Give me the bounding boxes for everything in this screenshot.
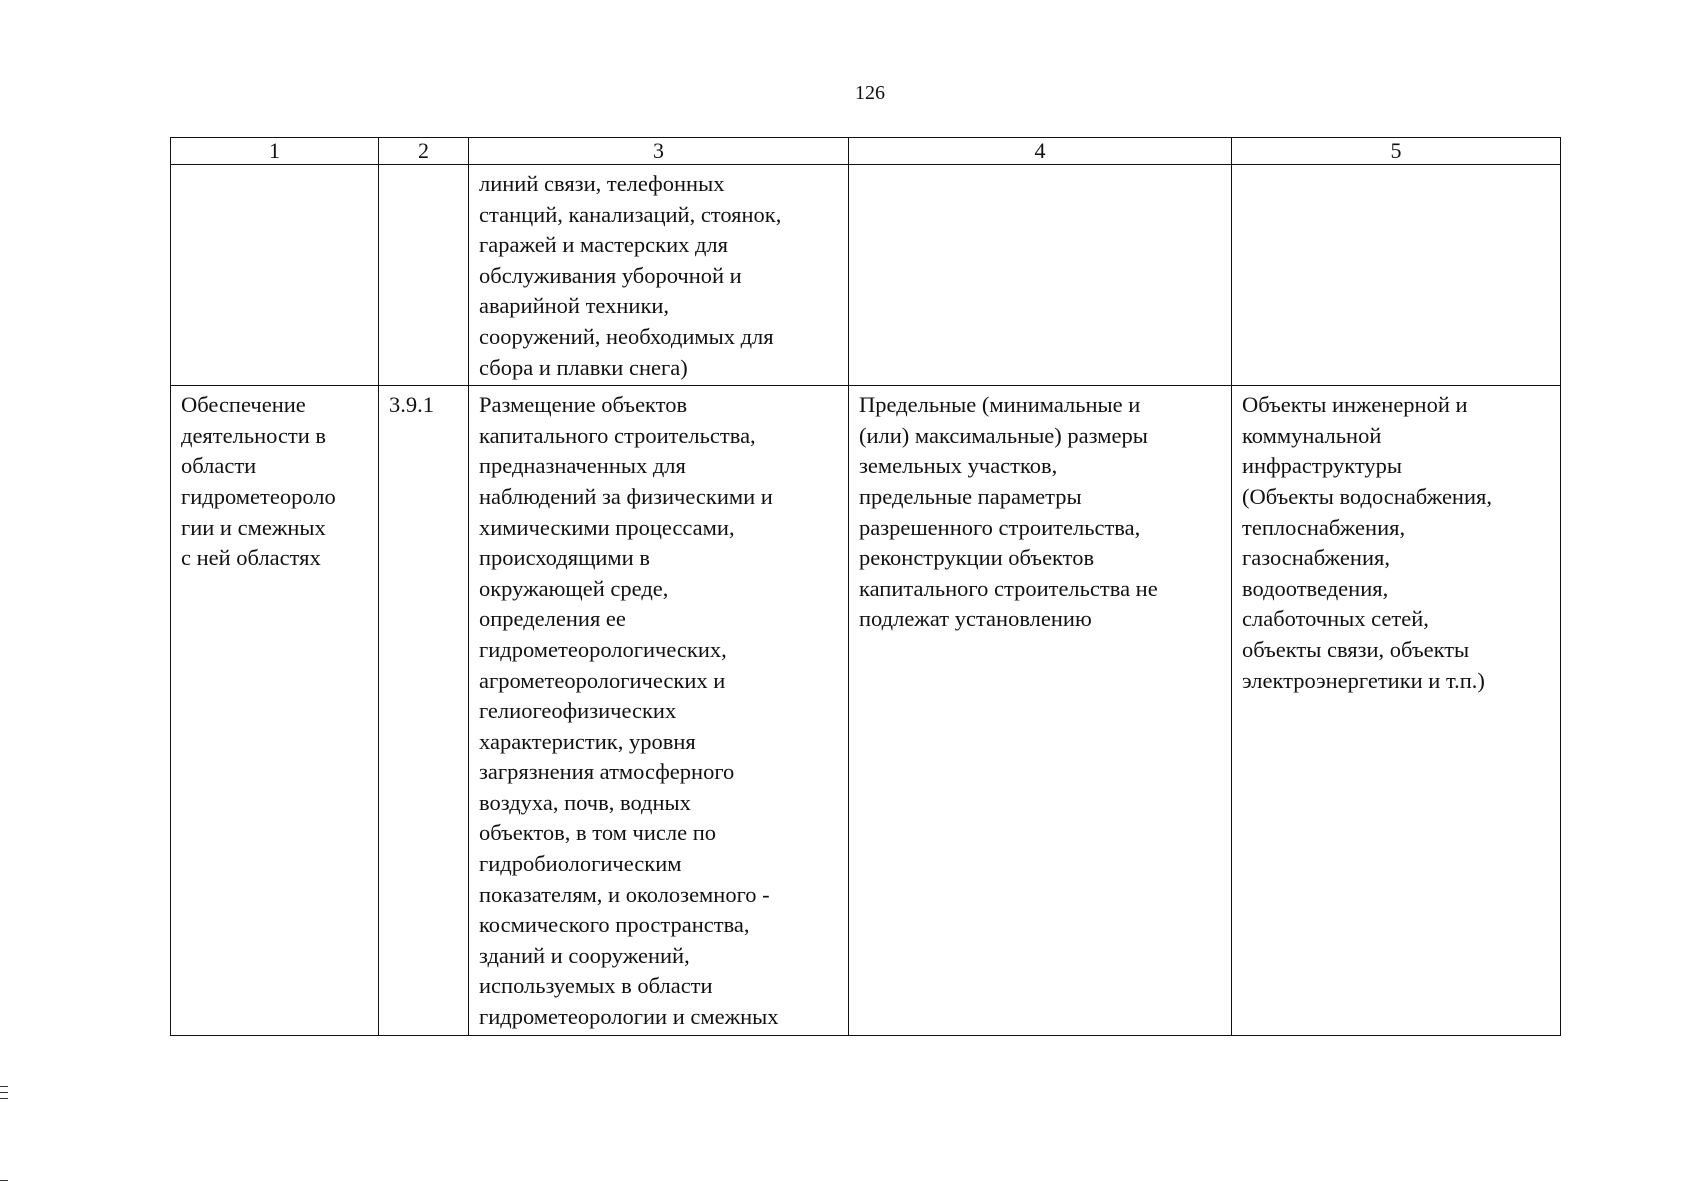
- table-row: [171, 386, 1561, 1035]
- cell-code: [379, 165, 469, 386]
- column-header-3: 3: [469, 138, 849, 165]
- table-header-row: [171, 138, 1561, 165]
- scan-edge-mark: [0, 1092, 8, 1093]
- scan-edge-mark: [0, 1098, 8, 1099]
- column-header-2: 2: [379, 138, 469, 165]
- cell-parameters: Предельные (минимальные и (или) максимальные) размеры земельных участков, предельные параметры разрешенного строительства, реконструкции объектов капитального строительства не подлежат установлению: [849, 386, 1232, 1035]
- cell-activity-name: Обеспечение деятельности в области гидрометеороло гии и смежных с ней областях: [171, 386, 379, 1035]
- cell-activity-name: [171, 165, 379, 386]
- scan-edge-mark: [0, 1086, 8, 1087]
- column-header-5: 5: [1232, 138, 1561, 165]
- cell-auxiliary-objects: Объекты инженерной и коммунальной инфраструктуры (Объекты водоснабжения, теплоснабжения, газоснабжения, водоотведения, слаботочных сетей, объекты связи, объекты электроэнергетики и т.п.): [1232, 386, 1561, 1035]
- scan-edge-mark: [0, 1180, 8, 1181]
- page-number: 126: [855, 82, 885, 104]
- cell-description: Размещение объектов капитального строительства, предназначенных для наблюдений за физическими и химическими процессами, происходящими в окружающей среде, определения ее гидрометеорологических, агрометеорологических и гелиогеофизических характеристик, уровня загрязнения атмосферного воздуха, почв, водных объектов, в том числе по гидробиологическим показателям, и околоземного - космического пространства, зданий и сооружений, используемых в области гидрометеорологии и смежных: [469, 386, 849, 1035]
- table-row: [171, 165, 1561, 386]
- cell-parameters: [849, 165, 1232, 386]
- column-header-4: 4: [849, 138, 1232, 165]
- cell-code: 3.9.1: [379, 386, 469, 1035]
- column-header-1: 1: [171, 138, 379, 165]
- zoning-table: [170, 137, 1561, 1036]
- cell-auxiliary-objects: [1232, 165, 1561, 386]
- cell-description: линий связи, телефонных станций, канализаций, стоянок, гаражей и мастерских для обслуживания уборочной и аварийной техники, сооружений, необходимых для сбора и плавки снега): [469, 165, 849, 386]
